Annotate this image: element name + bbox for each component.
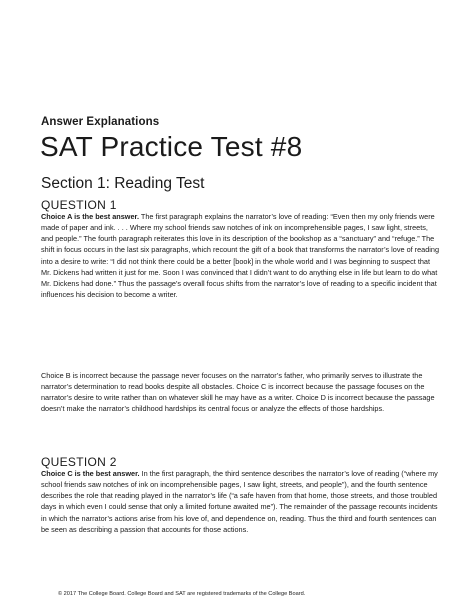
section-heading: Section 1: Reading Test bbox=[41, 175, 205, 192]
document-kicker: Answer Explanations bbox=[41, 116, 160, 128]
explanation-text: In the first paragraph, the third sentence describes the narrator’s love of reading (“where my school friends saw notches of ink on incomprehensible pages, I saw light, streets, and people”), and the fourth sentence describes the role that reading played in the narrator’s life (“a safe haven from that home, those streets, and those troubled days in which even I could sense that only a limited fortune awaited me”). The remainder of the passage recounts incidents in which the narrator’s actions arise from his love of, and dependence on, reading. Thus the third and fourth sentences can be seen as describing a passion that accounts for those actions. bbox=[41, 469, 438, 534]
explanation-text: Choice B is incorrect because the passage never focuses on the narrator’s father, who primarily serves to illustrate the narrator’s determination to read books despite all obstacles. Choice C is incorrect because the passage focuses on the narrator’s desire to write rather than on whatever skill he may have as a writer. Choice D is incorrect because the passage doesn’t make the narrator’s childhood hardships its central focus or analyze the effects of those hardships. bbox=[41, 371, 435, 414]
question-1-heading: QUESTION 1 bbox=[41, 198, 117, 212]
question-1-incorrect-choices bbox=[41, 370, 441, 415]
copyright-footer: © 2017 The College Board. College Board and SAT are registered trademarks of the College Board. bbox=[58, 591, 306, 597]
explanation-text: The first paragraph explains the narrator’s love of reading: “Even then my only friends were made of paper and ink. . . . Where my school friends saw notches of ink on incomprehensible pages, I saw light, streets, and people.” The fourth paragraph reiterates this love in its description of the bookshop as a “sanctuary” and “refuge.” The shift in focus occurs in the last six paragraphs, which recount the gift of a book that transforms the narrator’s love of reading into a desire to write: “I did not think there could be a better [book] in the whole world and I was beginning to suspect that Mr. Dickens had written it just for me. Soon I was convinced that I didn’t want to do anything else in life but learn to do what Mr. Dickens had done.” Thus the passage’s overall focus shifts from the narrator’s love of reading to a specific incident that influences his decision to become a writer. bbox=[41, 212, 440, 300]
question-2-explanation bbox=[41, 468, 441, 535]
question-1-explanation bbox=[41, 211, 441, 300]
answer-lead: Choice A is the best answer. bbox=[41, 212, 139, 221]
answer-lead: Choice C is the best answer. bbox=[41, 469, 140, 478]
document-title: SAT Practice Test #8 bbox=[40, 131, 303, 162]
question-2-heading: QUESTION 2 bbox=[41, 455, 117, 469]
